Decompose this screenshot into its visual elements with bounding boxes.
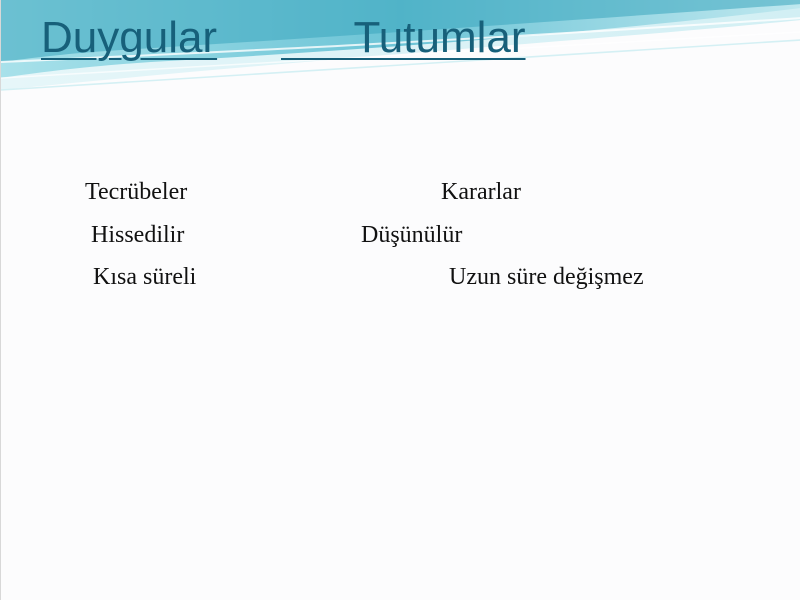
- row-1-left: Tecrübeler: [85, 179, 188, 205]
- row-1-right: Kararlar: [441, 179, 521, 205]
- row-3-right: Uzun süre değişmez: [449, 264, 644, 290]
- row-3-left: Kısa süreli: [93, 264, 197, 290]
- slide-title-row: [41, 12, 781, 72]
- row-2-left: Hissedilir: [91, 222, 185, 248]
- title-tutumlar: Tutumlar: [281, 13, 526, 62]
- title-duygular: Duygular: [41, 13, 218, 62]
- row-2-right: Düşünülür: [361, 222, 463, 248]
